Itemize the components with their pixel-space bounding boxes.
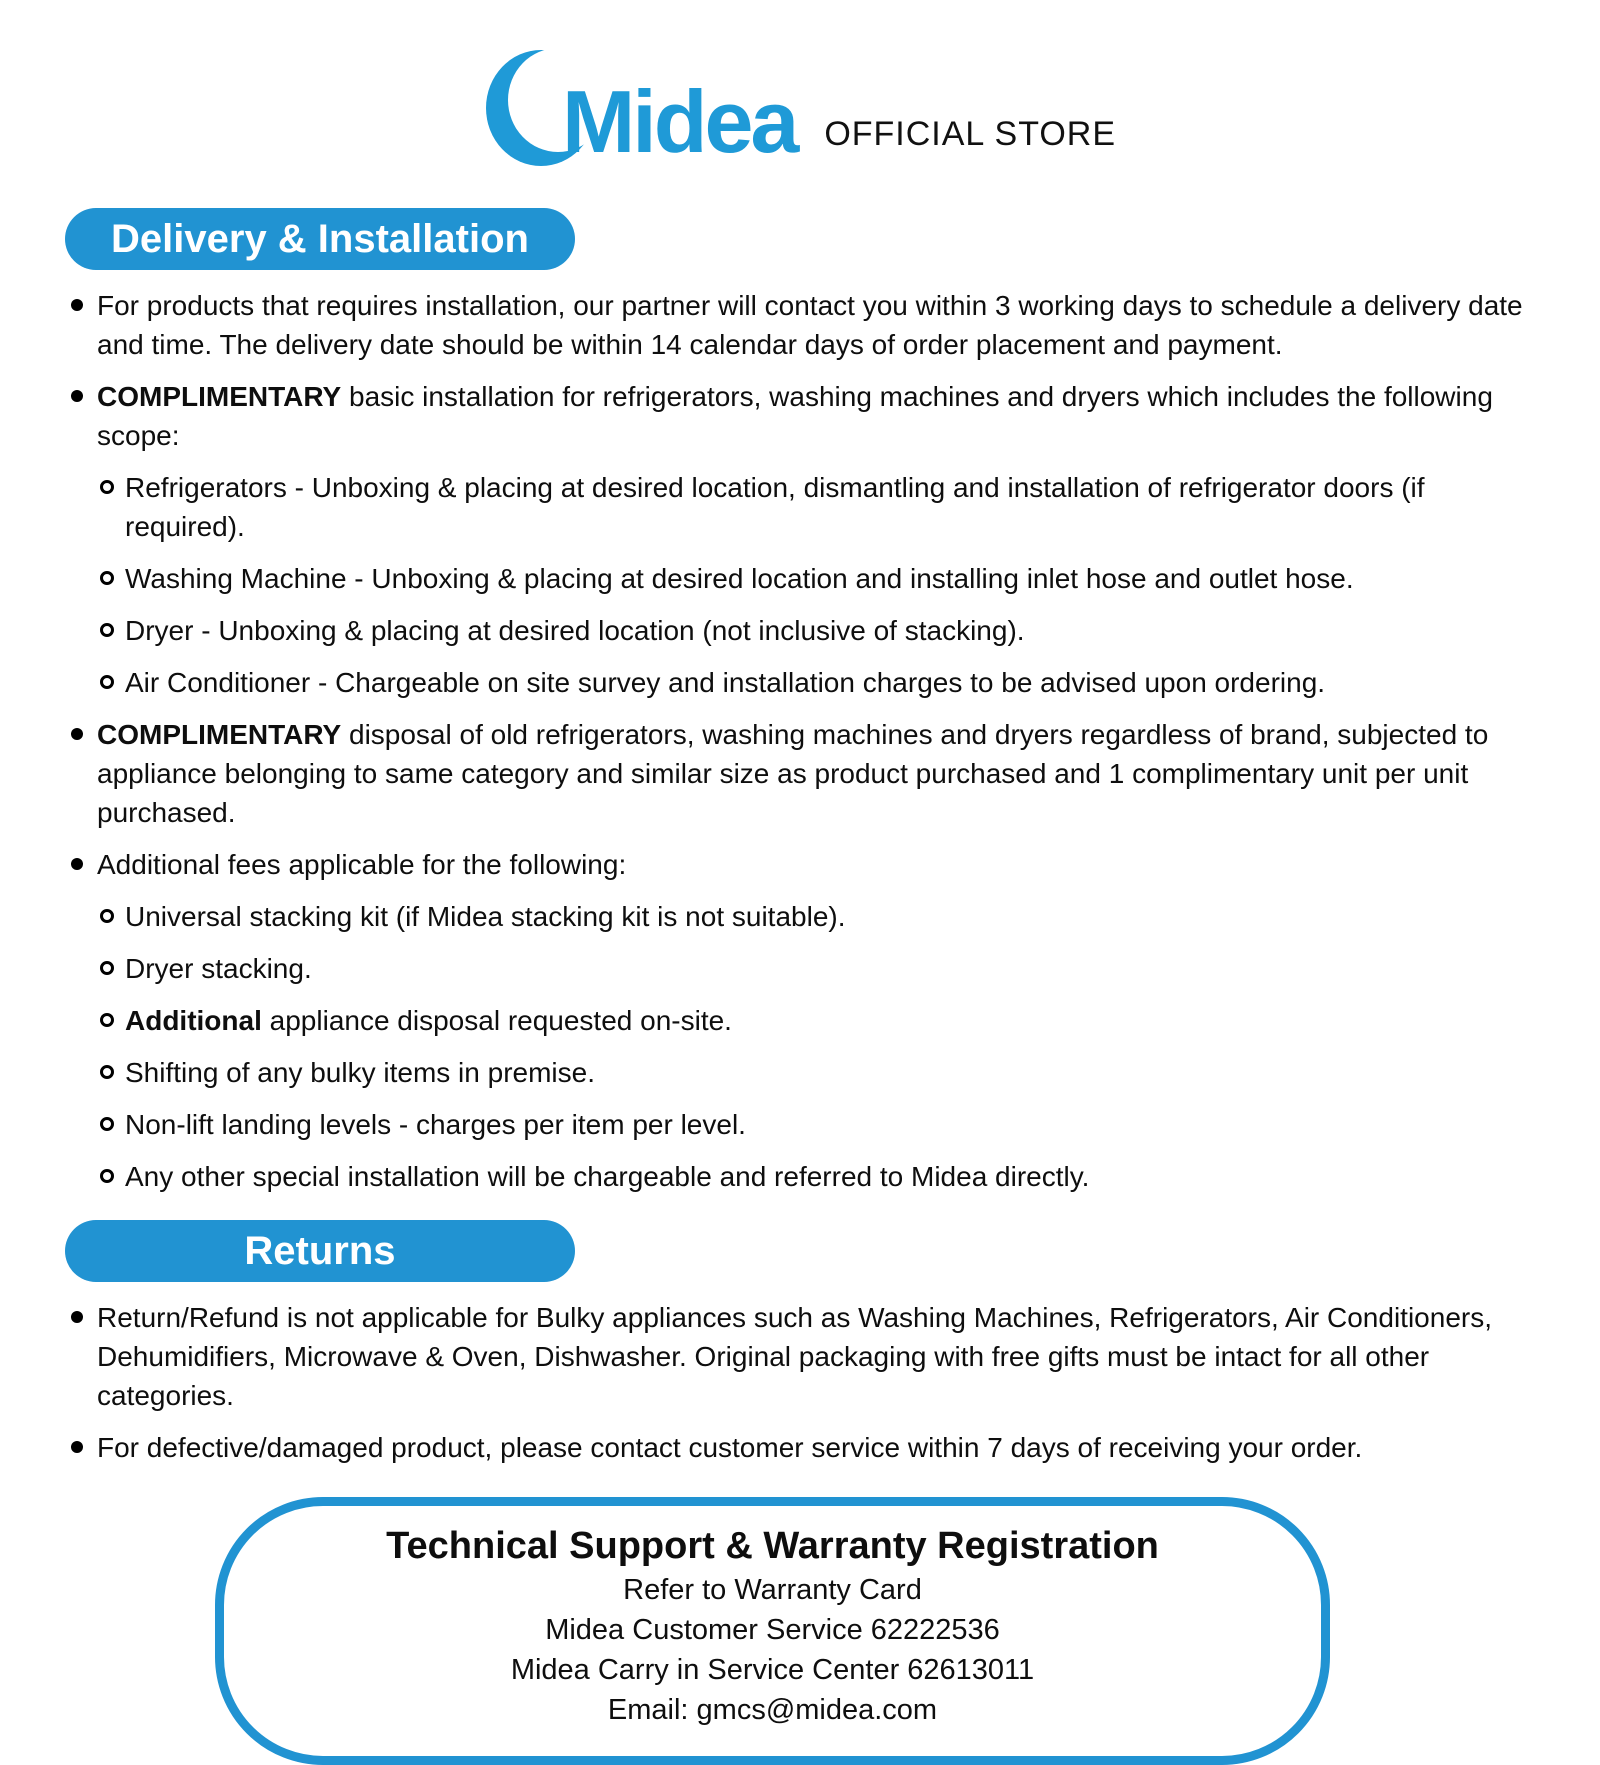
section-title-returns-label: Returns (244, 1228, 396, 1273)
list-item (97, 1001, 1545, 1040)
support-line-warranty-card: Refer to Warranty Card (623, 1574, 922, 1606)
returns-content (64, 1298, 1546, 1467)
brand-header (0, 40, 1600, 170)
support-box-title: Technical Support & Warranty Registration (386, 1525, 1159, 1567)
bullet-bold-lead: COMPLIMENTARY (97, 719, 342, 750)
list-item (64, 1298, 1546, 1415)
delivery-bullet-list (64, 286, 1546, 1196)
returns-bullet-list (64, 1298, 1546, 1467)
additional-fees-sublist (97, 897, 1546, 1196)
bullet-bold-lead: Additional (125, 1005, 262, 1036)
list-item (97, 1157, 1545, 1196)
bullet-text: Shifting of any bulky items in premise. (125, 1057, 595, 1088)
technical-support-box (215, 1497, 1330, 1765)
support-line-carry-in-service-phone: Midea Carry in Service Center 62613011 (510, 1654, 1035, 1686)
bullet-text: appliance disposal requested on-site. (261, 1005, 732, 1036)
bullet-text: For defective/damaged product, please contact customer service within 7 days of receiving your order. (97, 1432, 1363, 1463)
bullet-text: basic installation for refrigerators, washing machines and dryers which includes the following scope: (97, 381, 1493, 451)
brand-wordmark: Midea (561, 72, 797, 171)
page (0, 40, 1600, 1726)
bullet-text: Dryer - Unboxing & placing at desired location (not inclusive of stacking). (125, 615, 1025, 646)
bullet-text: Return/Refund is not applicable for Bulky appliances such as Washing Machines, Refrigerators, Air Conditioners, Dehumidifiers, Microwave & Oven, Dishwasher. Original packaging with free gifts must be intact for all other categories. (97, 1302, 1492, 1411)
bullet-text: For products that requires installation, our partner will contact you within 3 working days to schedule a delivery date and time. The delivery date should be within 14 calendar days of order placement and payment. (97, 290, 1523, 360)
bullet-bold-lead: COMPLIMENTARY (97, 381, 342, 412)
support-line-email: Email: gmcs@midea.com (607, 1694, 938, 1726)
bullet-text: Additional fees applicable for the following: (97, 849, 627, 880)
list-item (64, 286, 1546, 364)
list-item (97, 663, 1545, 702)
list-item (97, 559, 1545, 598)
list-item (64, 715, 1546, 832)
list-item (64, 1428, 1546, 1467)
list-item (64, 845, 1546, 1196)
list-item (97, 1053, 1545, 1092)
bullet-text: Universal stacking kit (if Midea stacking kit is not suitable). (125, 901, 846, 932)
list-item (97, 897, 1545, 936)
bullet-text: Any other special installation will be chargeable and referred to Midea directly. (125, 1161, 1090, 1192)
midea-logo (484, 46, 796, 170)
delivery-content (64, 286, 1546, 1196)
official-store-label: OFFICIAL STORE (824, 115, 1117, 153)
bullet-text: Air Conditioner - Chargeable on site survey and installation charges to be advised upon ordering. (125, 667, 1326, 698)
list-item (97, 611, 1545, 650)
bullet-text: Washing Machine - Unboxing & placing at desired location and installing inlet hose and outlet hose. (125, 563, 1354, 594)
section-title-delivery-installation-label: Delivery & Installation (111, 216, 529, 261)
support-line-customer-service-phone: Midea Customer Service 62222536 (545, 1614, 1000, 1646)
installation-scope-sublist (97, 468, 1546, 702)
bullet-text: Non-lift landing levels - charges per item per level. (125, 1109, 746, 1140)
list-item (97, 949, 1545, 988)
list-item (64, 377, 1546, 702)
list-item (97, 1105, 1545, 1144)
list-item (97, 468, 1545, 546)
bullet-text: Refrigerators - Unboxing & placing at desired location, dismantling and installation of refrigerator doors (if required). (125, 472, 1425, 542)
section-title-delivery-installation (65, 208, 575, 270)
section-title-returns (65, 1220, 575, 1282)
bullet-text: Dryer stacking. (125, 953, 312, 984)
bullet-text: disposal of old refrigerators, washing machines and dryers regardless of brand, subjected to appliance belonging to same category and similar size as product purchased and 1 complimentary unit per unit purchased. (97, 719, 1489, 828)
